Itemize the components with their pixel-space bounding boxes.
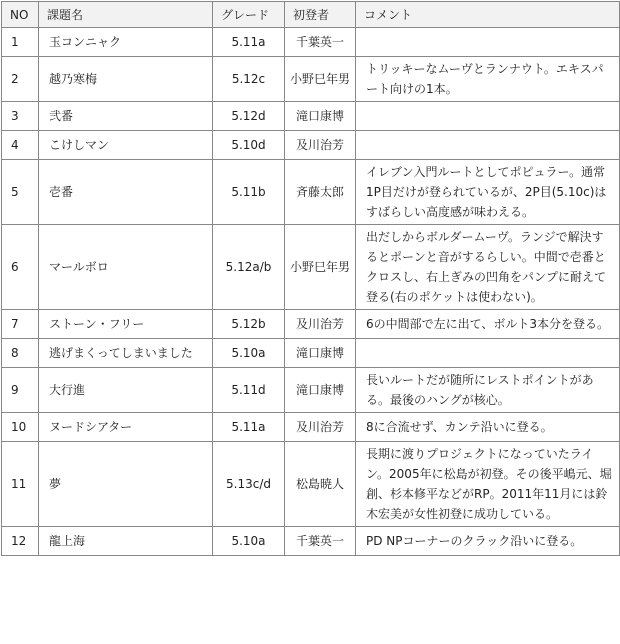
table-row [2,102,620,131]
header-row [2,2,620,28]
cell-grade: 5.11d [213,368,285,413]
cell-first-ascent: 及川治芳 [285,413,356,442]
cell-comment: PD NPコーナーのクラック沿いに登る。 [356,527,620,556]
cell-no: 12 [2,527,39,556]
table-row [2,28,620,57]
cell-comment: 長いルートだが随所にレストポイントがある。最後のハングが核心。 [356,368,620,413]
cell-grade: 5.13c/d [213,442,285,527]
cell-route-name: 逃げまくってしまいました [39,339,213,368]
header-route-name: 課題名 [39,2,213,28]
cell-no: 3 [2,102,39,131]
cell-comment: イレブン入門ルートとしてポピュラー。通常1P目だけが登られているが、2P目(5.10c)はすばらしい高度感が味わえる。 [356,160,620,225]
cell-route-name: 玉コンニャク [39,28,213,57]
cell-no: 2 [2,57,39,102]
table-row [2,131,620,160]
table-row [2,310,620,339]
cell-first-ascent: 千葉英一 [285,527,356,556]
header-comment: コメント [356,2,620,28]
cell-first-ascent: 千葉英一 [285,28,356,57]
route-table [1,1,620,556]
cell-first-ascent: 滝口康博 [285,102,356,131]
cell-route-name: ヌードシアター [39,413,213,442]
cell-route-name: 越乃寒梅 [39,57,213,102]
cell-no: 10 [2,413,39,442]
table-row [2,225,620,310]
cell-first-ascent: 小野巳年男 [285,225,356,310]
cell-route-name: 龍上海 [39,527,213,556]
cell-comment [356,28,620,57]
header-first-ascent: 初登者 [285,2,356,28]
cell-comment [356,339,620,368]
cell-comment: 出だしからボルダームーヴ。ランジで解決するとポーンと音がするらしい。中間で壱番とクロスし、右上ぎみの凹角をパンプに耐えて登る(右のポケットは使わない)。 [356,225,620,310]
cell-no: 8 [2,339,39,368]
table-row [2,57,620,102]
cell-comment [356,102,620,131]
table-row [2,368,620,413]
cell-grade: 5.11a [213,28,285,57]
cell-route-name: 壱番 [39,160,213,225]
cell-first-ascent: 滝口康博 [285,368,356,413]
table-row [2,442,620,527]
cell-first-ascent: 滝口康博 [285,339,356,368]
cell-comment: 8に合流せず、カンテ沿いに登る。 [356,413,620,442]
cell-grade: 5.11a [213,413,285,442]
cell-comment: トリッキーなムーヴとランナウト。エキスパート向けの1本。 [356,57,620,102]
cell-no: 6 [2,225,39,310]
cell-grade: 5.12a/b [213,225,285,310]
cell-no: 4 [2,131,39,160]
cell-no: 11 [2,442,39,527]
cell-first-ascent: 斉藤太郎 [285,160,356,225]
header-no: NO [2,2,39,28]
cell-first-ascent: 及川治芳 [285,131,356,160]
cell-route-name: 夢 [39,442,213,527]
table-row [2,160,620,225]
table-row [2,413,620,442]
cell-no: 9 [2,368,39,413]
header-grade: グレード [213,2,285,28]
cell-grade: 5.10d [213,131,285,160]
cell-no: 5 [2,160,39,225]
cell-route-name: 弐番 [39,102,213,131]
cell-route-name: マールボロ [39,225,213,310]
cell-no: 7 [2,310,39,339]
cell-grade: 5.12c [213,57,285,102]
cell-grade: 5.12b [213,310,285,339]
cell-comment [356,131,620,160]
cell-route-name: ストーン・フリー [39,310,213,339]
cell-first-ascent: 小野巳年男 [285,57,356,102]
cell-grade: 5.11b [213,160,285,225]
cell-first-ascent: 松島暁人 [285,442,356,527]
cell-comment: 長期に渡りプロジェクトになっていたライン。2005年に松島が初登。その後平嶋元、堀創、杉本修平などがRP。2011年11月には鈴木宏美が女性初登に成功している。 [356,442,620,527]
table-row [2,527,620,556]
table-row [2,339,620,368]
cell-grade: 5.10a [213,527,285,556]
cell-first-ascent: 及川治芳 [285,310,356,339]
cell-route-name: こけしマン [39,131,213,160]
cell-route-name: 大行進 [39,368,213,413]
cell-grade: 5.10a [213,339,285,368]
cell-no: 1 [2,28,39,57]
cell-grade: 5.12d [213,102,285,131]
cell-comment: 6の中間部で左に出て、ボルト3本分を登る。 [356,310,620,339]
